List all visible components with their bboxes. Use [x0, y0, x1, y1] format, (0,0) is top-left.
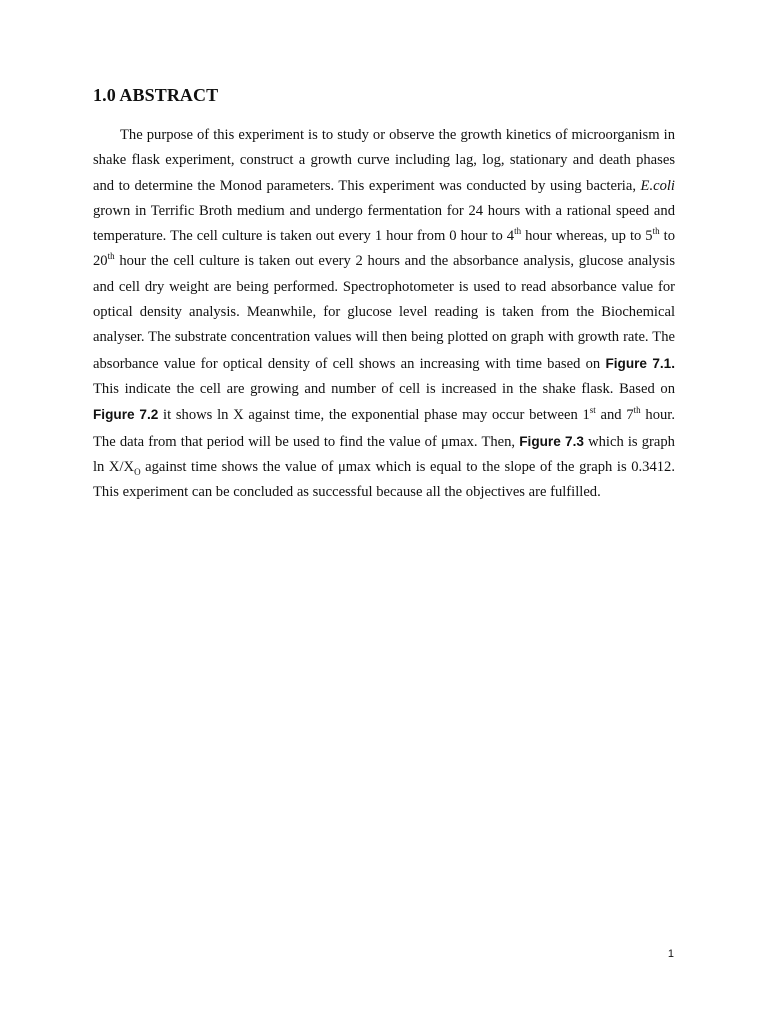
abstract-text: hour. The data from that period will be used to find the value of μmax. Then,: [93, 407, 675, 450]
figure-reference: Figure 7.1.: [605, 355, 676, 371]
abstract-text: which is graph ln X/X: [93, 433, 675, 475]
abstract-text: and 7: [600, 407, 634, 424]
ordinal-suffix: st: [589, 405, 596, 416]
abstract-text: it shows ln X against time, the exponential phase may occur between 1: [163, 407, 590, 424]
page-number: 1: [667, 948, 674, 960]
ordinal-suffix: th: [652, 226, 660, 237]
ordinal-suffix: th: [107, 251, 115, 262]
abstract-text: to 20: [93, 228, 675, 270]
abstract-text: hour whereas, up to 5: [525, 228, 653, 245]
figure-reference: Figure 7.3: [519, 433, 584, 449]
abstract-text: This indicate the cell are growing and number of cell is increased in the shake flask. Based on: [93, 380, 675, 397]
section-heading: 1.0 ABSTRACT: [93, 85, 219, 105]
figure-reference: Figure 7.2: [93, 407, 159, 423]
abstract-text: hour the cell culture is taken out every 2 hours and the absorbance analysis, glucose analysis and cell dry weight are being performed. Spectrophotometer is used to read absorbance value for optical density analysis. Meanwhile, for glucose level reading is taken from the Biochemical analyser. The substrate concentration values will then being plotted on graph with growth rate. The absorbance value for optical density of cell shows an increasing with time based on: [93, 253, 675, 372]
abstract-text: against time shows the value of μmax which is equal to the slope of the graph is 0.3412. This experiment can be concluded as successful because all the objectives are fulfilled.: [93, 458, 675, 501]
ordinal-suffix: th: [633, 405, 641, 416]
abstract-text: The purpose of this experiment is to study or observe the growth kinetics of microorganism in shake flask experiment, construct a growth curve including lag, log, stationary and death phases and to determine the Monod parameters. This experiment was conducted by using bacteria,: [93, 127, 675, 194]
ordinal-suffix: th: [514, 226, 522, 237]
subscript: O: [134, 466, 141, 477]
abstract-paragraph: [93, 123, 675, 505]
species-name: E.coli: [640, 177, 675, 194]
abstract-text: grown in Terrific Broth medium and undergo fermentation for 24 hours with a rational speed and temperature. The cell culture is taken out every 1 hour from 0 hour to 4: [93, 202, 675, 245]
